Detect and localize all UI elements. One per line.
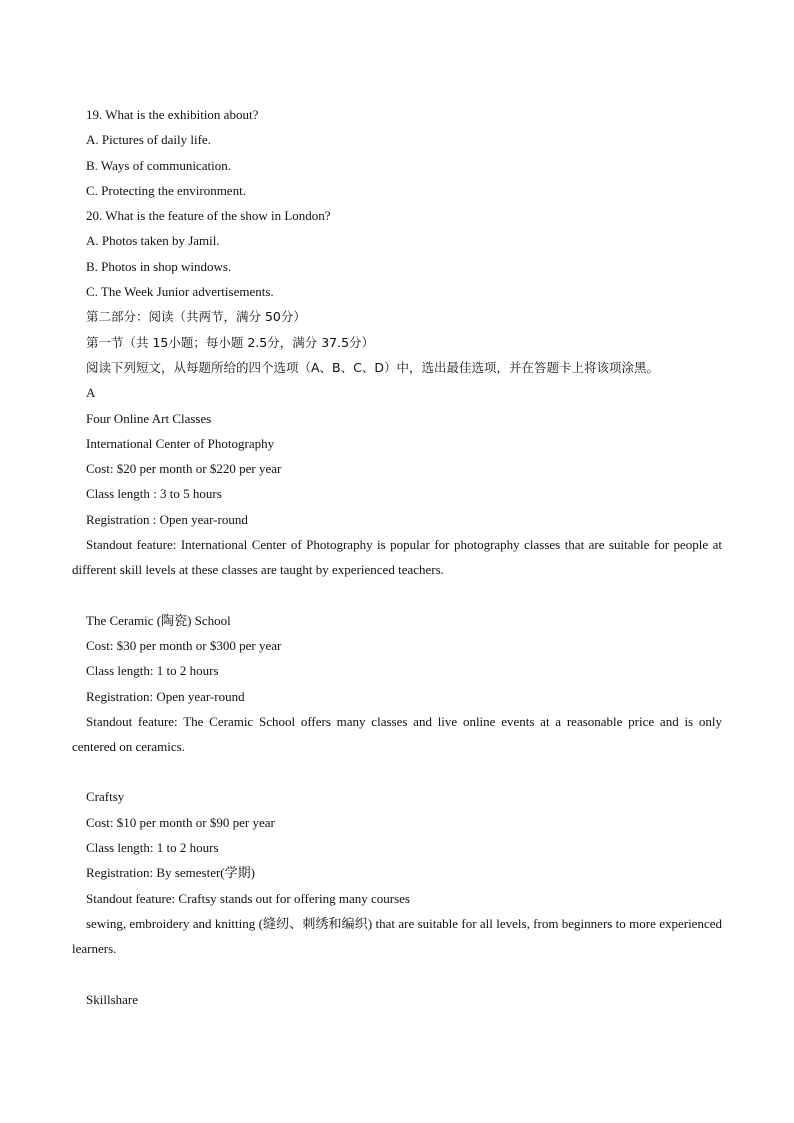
- class-cost-ceramic: Cost: $30 per month or $300 per year: [86, 637, 282, 653]
- class-registration-craftsy: Registration: By semester(学期): [86, 865, 255, 881]
- question-20-option-a: A. Photos taken by Jamil.: [86, 233, 220, 249]
- question-19-option-b: B. Ways of communication.: [86, 157, 231, 173]
- page-content: [72, 102, 722, 1012]
- class-cost-craftsy: Cost: $10 per month or $90 per year: [86, 814, 275, 830]
- class-registration-icp: Registration : Open year-round: [86, 511, 248, 527]
- part-two-heading: 第二部分：阅读（共两节，满分 50分）: [86, 309, 306, 325]
- class-length-ceramic: Class length: 1 to 2 hours: [86, 663, 219, 679]
- question-19-stem: 19. What is the exhibition about?: [86, 107, 259, 122]
- class-feature-icp: Standout feature: International Center of Photography is popular for photography classes that are suitable for people at different skill levels at these classes are taught by experienced teachers.: [72, 537, 722, 578]
- question-20-option-b: B. Photos in shop windows.: [86, 258, 232, 274]
- subsection-one-heading: 第一节（共 15小题；每小题 2.5分，满分 37.5分）: [86, 334, 375, 350]
- spacer: [72, 962, 722, 987]
- class-feature-craftsy-continued: sewing, embroidery and knitting (缝纫、刺绣和编织) that are suitable for all levels, from beginners to more experienced learners.: [72, 915, 722, 957]
- class-cost-icp: Cost: $20 per month or $220 per year: [86, 461, 282, 477]
- class-name-skillshare: Skillshare: [86, 991, 138, 1007]
- class-length-craftsy: Class length: 1 to 2 hours: [86, 840, 219, 856]
- question-19-option-a: A. Pictures of daily life.: [86, 132, 211, 148]
- class-length-icp: Class length : 3 to 5 hours: [86, 486, 222, 502]
- passage-title: Four Online Art Classes: [86, 410, 212, 426]
- question-20-option-c: C. The Week Junior advertisements.: [86, 284, 274, 300]
- passage-label: A: [86, 385, 96, 401]
- class-name-ceramic: The Ceramic (陶瓷) School: [86, 612, 231, 628]
- class-name-icp: International Center of Photography: [86, 435, 275, 451]
- class-name-craftsy: Craftsy: [86, 789, 125, 805]
- question-20-stem: 20. What is the feature of the show in London?: [86, 208, 331, 224]
- spacer: [72, 583, 722, 608]
- question-19-option-c: C. Protecting the environment.: [86, 182, 246, 198]
- class-feature-craftsy: Standout feature: Craftsy stands out for offering many courses: [86, 890, 410, 906]
- class-feature-ceramic: Standout feature: The Ceramic School offers many classes and live online events at a reasonable price and is only centered on ceramics.: [72, 713, 722, 755]
- class-registration-ceramic: Registration: Open year-round: [86, 688, 245, 704]
- reading-instructions: 阅读下列短文，从每题所给的四个选项（A、B、C、D）中，选出最佳选项，并在答题卡上将该项涂黑。: [86, 359, 659, 375]
- spacer: [72, 759, 722, 784]
